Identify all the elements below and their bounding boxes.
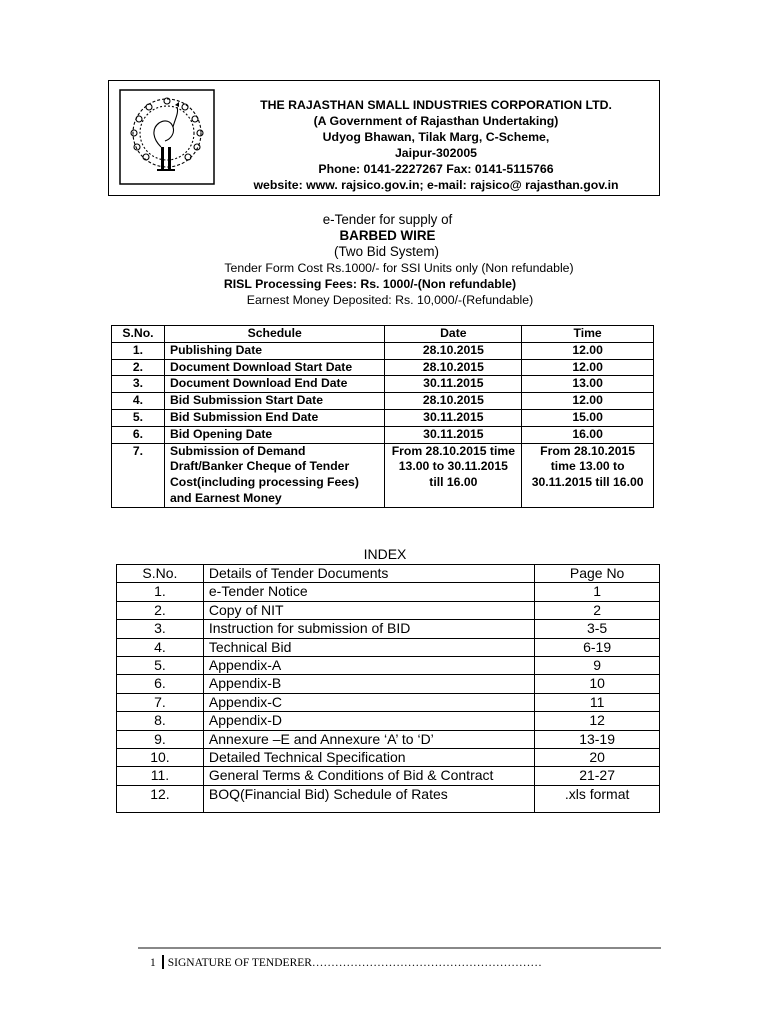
schedule-date: 30.11.2015 bbox=[385, 409, 522, 426]
table-row bbox=[117, 583, 660, 601]
schedule-item: Bid Submission End Date bbox=[164, 409, 385, 426]
tenderer-signature-line: SIGNATURE OF TENDERER…………………………………………………… bbox=[167, 957, 542, 969]
tender-intro: e-Tender for supply of bbox=[322, 212, 453, 227]
index-header-sno: S.No. bbox=[117, 565, 204, 583]
schedule-sno: 3. bbox=[112, 376, 165, 393]
schedule-time: 12.00 bbox=[522, 393, 654, 410]
table-row bbox=[117, 657, 660, 675]
index-page: 21-27 bbox=[535, 767, 660, 785]
table-row bbox=[117, 712, 660, 730]
letterhead bbox=[108, 80, 660, 196]
index-page: 20 bbox=[535, 749, 660, 767]
schedule-date: 28.10.2015 bbox=[385, 393, 522, 410]
index-page: 1 bbox=[535, 583, 660, 601]
index-title-text: INDEX bbox=[363, 546, 407, 562]
schedule-sno: 4. bbox=[112, 393, 165, 410]
table-row bbox=[117, 620, 660, 638]
index-page: 11 bbox=[535, 693, 660, 711]
schedule-time: 15.00 bbox=[522, 409, 654, 426]
org-phone-fax: Phone: 0141-2227267 Fax: 0141-5115766 bbox=[318, 162, 554, 176]
table-row bbox=[117, 749, 660, 767]
table-row bbox=[112, 376, 654, 393]
org-address-line-1: Udyog Bhawan, Tilak Marg, C-Scheme, bbox=[322, 130, 550, 144]
schedule-date: 28.10.2015 bbox=[385, 342, 522, 359]
table-row bbox=[117, 730, 660, 748]
index-table bbox=[116, 564, 660, 813]
table-row bbox=[112, 342, 654, 359]
tender-processing-fees: RISL Processing Fees: Rs. 1000/-(Non refundable) bbox=[223, 277, 517, 291]
schedule-item: Document Download End Date bbox=[164, 376, 385, 393]
schedule-item: Bid Submission Start Date bbox=[164, 393, 385, 410]
index-sno: 6. bbox=[117, 675, 204, 693]
tender-item: BARBED WIRE bbox=[339, 228, 436, 243]
index-detail: Instruction for submission of BID bbox=[203, 620, 534, 638]
index-page: .xls format bbox=[535, 785, 660, 812]
index-detail: Technical Bid bbox=[203, 638, 534, 656]
index-detail: General Terms & Conditions of Bid & Contract bbox=[203, 767, 534, 785]
table-row bbox=[112, 426, 654, 443]
index-detail: Appendix-C bbox=[203, 693, 534, 711]
org-name: THE RAJASTHAN SMALL INDUSTRIES CORPORATION LTD. bbox=[260, 98, 612, 112]
schedule-item: Publishing Date bbox=[164, 342, 385, 359]
index-sno: 1. bbox=[117, 583, 204, 601]
schedule-time: 16.00 bbox=[522, 426, 654, 443]
schedule-sno: 6. bbox=[112, 426, 165, 443]
org-website-email: website: www. rajsico.gov.in; e-mail: rajsico@ rajasthan.gov.in bbox=[253, 178, 619, 192]
page-number: 1 bbox=[150, 957, 156, 969]
index-sno: 10. bbox=[117, 749, 204, 767]
schedule-sno: 5. bbox=[112, 409, 165, 426]
table-row bbox=[117, 767, 660, 785]
tender-summary bbox=[0, 212, 770, 308]
schedule-header-date: Date bbox=[385, 326, 522, 343]
table-row bbox=[112, 359, 654, 376]
table-row bbox=[112, 393, 654, 410]
schedule-header-sno: S.No. bbox=[112, 326, 165, 343]
schedule-time: 13.00 bbox=[522, 376, 654, 393]
index-page: 9 bbox=[535, 657, 660, 675]
index-page: 2 bbox=[535, 601, 660, 619]
schedule-sno: 2. bbox=[112, 359, 165, 376]
organization-details bbox=[221, 97, 651, 193]
schedule-header-schedule: Schedule bbox=[164, 326, 385, 343]
tender-bid-system: (Two Bid System) bbox=[334, 244, 439, 259]
table-row bbox=[117, 638, 660, 656]
footer-divider bbox=[138, 947, 661, 949]
schedule-item: Bid Opening Date bbox=[164, 426, 385, 443]
table-row bbox=[112, 443, 654, 507]
schedule-sno: 1. bbox=[112, 342, 165, 359]
index-sno: 8. bbox=[117, 712, 204, 730]
index-page: 6-19 bbox=[535, 638, 660, 656]
peacock-logo-icon bbox=[119, 89, 215, 185]
schedule-item: Document Download Start Date bbox=[164, 359, 385, 376]
schedule-date: From 28.10.2015 time 13.00 to 30.11.2015 till 16.00 bbox=[385, 443, 522, 507]
index-sno: 11. bbox=[117, 767, 204, 785]
index-page: 10 bbox=[535, 675, 660, 693]
schedule-date: 28.10.2015 bbox=[385, 359, 522, 376]
schedule-time: 12.00 bbox=[522, 359, 654, 376]
schedule-header-row bbox=[112, 326, 654, 343]
schedule-time: 12.00 bbox=[522, 342, 654, 359]
index-sno: 12. bbox=[117, 785, 204, 812]
schedule-sno: 7. bbox=[112, 443, 165, 507]
index-sno: 7. bbox=[117, 693, 204, 711]
index-detail: Detailed Technical Specification bbox=[203, 749, 534, 767]
index-title bbox=[0, 546, 770, 563]
index-detail: Appendix-B bbox=[203, 675, 534, 693]
schedule-date: 30.11.2015 bbox=[385, 426, 522, 443]
table-row bbox=[117, 693, 660, 711]
schedule-time: From 28.10.2015 time 13.00 to 30.11.2015 till 16.00 bbox=[522, 443, 654, 507]
index-sno: 5. bbox=[117, 657, 204, 675]
table-row bbox=[117, 675, 660, 693]
page-footer bbox=[150, 955, 542, 969]
index-detail: Appendix-D bbox=[203, 712, 534, 730]
index-detail: e-Tender Notice bbox=[203, 583, 534, 601]
index-sno: 9. bbox=[117, 730, 204, 748]
index-detail: BOQ(Financial Bid) Schedule of Rates bbox=[203, 785, 534, 812]
footer-separator bbox=[162, 955, 164, 969]
table-row bbox=[112, 409, 654, 426]
index-detail: Copy of NIT bbox=[203, 601, 534, 619]
tender-earnest-money: Earnest Money Deposited: Rs. 10,000/-(Refundable) bbox=[246, 293, 534, 307]
org-subtitle: (A Government of Rajasthan Undertaking) bbox=[313, 114, 559, 128]
index-page: 3-5 bbox=[535, 620, 660, 638]
table-row bbox=[117, 785, 660, 812]
table-row bbox=[117, 601, 660, 619]
index-header-row bbox=[117, 565, 660, 583]
org-address-line-2: Jaipur-302005 bbox=[394, 146, 478, 160]
schedule-header-time: Time bbox=[522, 326, 654, 343]
index-detail: Appendix-A bbox=[203, 657, 534, 675]
index-sno: 3. bbox=[117, 620, 204, 638]
index-detail: Annexure –E and Annexure ‘A’ to ‘D’ bbox=[203, 730, 534, 748]
schedule-item: Submission of Demand Draft/Banker Cheque of Tender Cost(including processing Fees) and Earnest Money bbox=[164, 443, 385, 507]
schedule-date: 30.11.2015 bbox=[385, 376, 522, 393]
index-sno: 2. bbox=[117, 601, 204, 619]
index-sno: 4. bbox=[117, 638, 204, 656]
index-header-details: Details of Tender Documents bbox=[203, 565, 534, 583]
index-page: 12 bbox=[535, 712, 660, 730]
index-page: 13-19 bbox=[535, 730, 660, 748]
schedule-table bbox=[111, 325, 654, 508]
tender-form-cost: Tender Form Cost Rs.1000/- for SSI Units only (Non refundable) bbox=[224, 261, 574, 275]
index-header-page: Page No bbox=[535, 565, 660, 583]
